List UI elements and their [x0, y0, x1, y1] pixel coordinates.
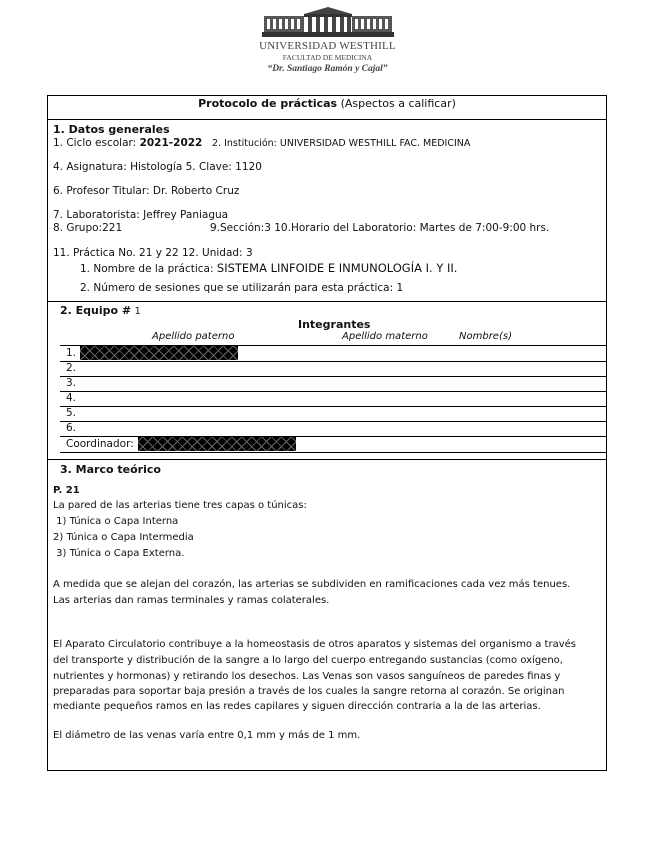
university-name: UNIVERSIDAD WESTHILL: [259, 40, 396, 52]
p-label: P. 21: [53, 485, 80, 496]
numero-sesiones: 2. Número de sesiones que se utilizarán para esta práctica: 1: [80, 282, 404, 294]
redacted-name: [80, 346, 238, 360]
marco-line: 1) Túnica o Capa Interna: [53, 516, 179, 527]
col-apellido-materno: Apellido materno: [342, 331, 428, 342]
paragraph-line: Las arterias dan ramas terminales y ramas colaterales.: [53, 595, 330, 606]
section-general-heading: 1. Datos generales: [53, 123, 170, 136]
nombre-practica-label: 1. Nombre de la práctica:: [80, 263, 214, 275]
paragraph-line: nutrientes y hormonas) y retirando los desechos. Las Venas son vasos sanguíneos de paredes finas y: [53, 671, 561, 682]
marco-line: 3) Túnica o Capa Externa.: [53, 548, 185, 559]
paragraph-line: El diámetro de las venas varía entre 0,1 mm y más de 1 mm.: [53, 730, 361, 741]
col-nombres: Nombre(s): [459, 331, 512, 342]
grupo: 8. Grupo:221: [53, 222, 123, 234]
ciclo-label: 1. Ciclo escolar:: [53, 137, 137, 149]
paragraph-line: El Aparato Circulatorio contribuye a la homeostasis de otros aparatos y sistemas del organismo a través: [53, 639, 576, 650]
table-row: 5.: [66, 407, 77, 419]
equipo-heading: [60, 304, 141, 317]
table-row: 2.: [66, 362, 77, 374]
table-row: 6.: [66, 422, 77, 434]
faculty-name: FACULTAD DE MEDICINA: [282, 53, 373, 62]
seccion-horario: 9.Sección:3 10.Horario del Laboratorio: Martes de 7:00-9:00 hrs.: [210, 222, 550, 234]
divider: [47, 119, 607, 120]
divider: [47, 459, 607, 460]
table-row: 3.: [66, 377, 77, 389]
profesor-titular: 6. Profesor Titular: Dr. Roberto Cruz: [53, 185, 240, 197]
table-row: 4.: [66, 392, 77, 404]
paragraph-line: mediante pequeños ramos en las redes capilares y siguen dirección contraria a la de las arterias.: [53, 701, 541, 712]
marco-line: 2) Túnica o Capa Intermedia: [53, 532, 194, 543]
laboratorista: 7. Laboratorista: Jeffrey Paniagua: [53, 209, 229, 221]
asignatura: 4. Asignatura: Histología 5. Clave: 1120: [53, 161, 262, 173]
paragraph-line: del transporte y distribución de la sangre a lo largo del cuerpo entregando sustancias (como oxígeno,: [53, 655, 563, 666]
coordinador-label: Coordinador:: [66, 438, 134, 450]
protocol-title-rest: (Aspectos a calificar): [340, 97, 456, 110]
practica-unidad: 11. Práctica No. 21 y 22 12. Unidad: 3: [53, 247, 253, 259]
university-building-logo: [262, 6, 394, 38]
divider: [47, 301, 607, 302]
marco-line: La pared de las arterias tiene tres capas o túnicas:: [53, 500, 307, 511]
ciclo-escolar: [53, 137, 202, 149]
nombre-practica: [80, 261, 457, 275]
col-apellido-paterno: Apellido paterno: [152, 331, 235, 342]
equipo-label: 2. Equipo #: [60, 304, 132, 317]
document-header: [0, 6, 655, 74]
protocol-title-bold: Protocolo de prácticas: [198, 97, 338, 110]
table-row: 1.: [66, 347, 77, 359]
ciclo-value: 2021-2022: [139, 137, 203, 149]
paragraph-line: preparadas para soportar baja presión a través de los cuales la sangre retorna al corazón. Se originan: [53, 686, 565, 697]
equipo-number: 1: [134, 306, 141, 317]
paragraph-line: A medida que se alejan del corazón, las arterias se subdividen en ramificaciones cada vez más tenues.: [53, 579, 571, 590]
nombre-practica-value: SISTEMA LINFOIDE E INMUNOLOGÍA I. Y II.: [216, 261, 458, 275]
redacted-coordinator: [138, 437, 296, 451]
marco-teorico-heading: 3. Marco teórico: [60, 463, 161, 476]
integrantes-title: Integrantes: [298, 318, 371, 331]
university-motto: “Dr. Santiago Ramón y Cajal”: [267, 64, 388, 74]
protocol-title: [47, 97, 607, 110]
institucion: 2. Institución: UNIVERSIDAD WESTHILL FAC. MEDICINA: [212, 138, 471, 149]
